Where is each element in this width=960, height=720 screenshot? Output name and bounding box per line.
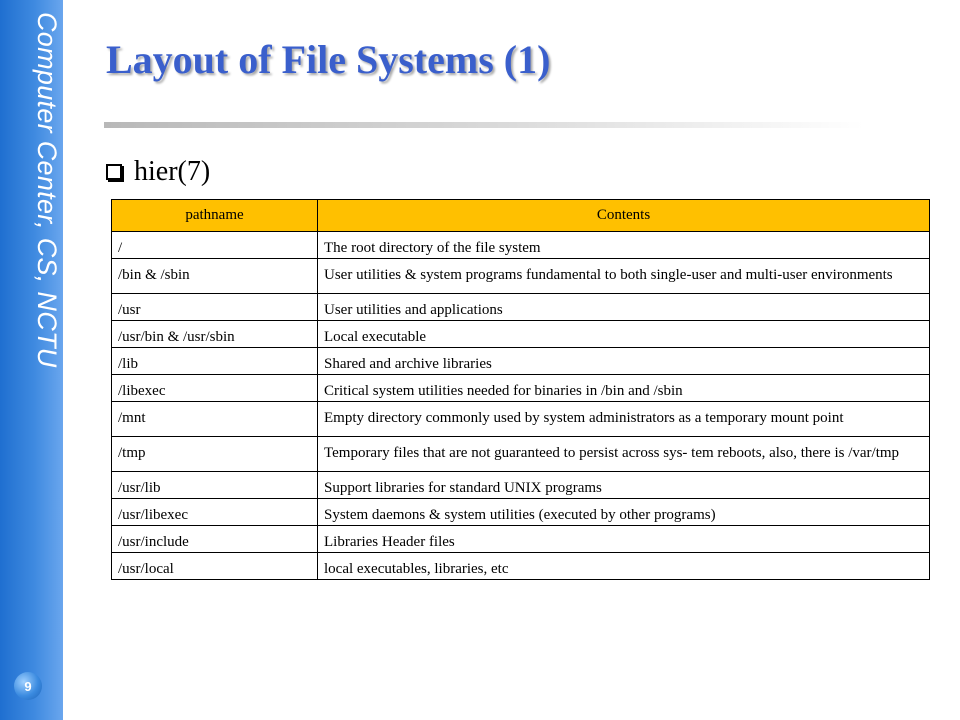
contents-cell: User utilities and applications	[318, 294, 930, 321]
table-row	[112, 294, 930, 321]
contents-cell: Support libraries for standard UNIX programs	[318, 472, 930, 499]
title-divider	[104, 122, 864, 128]
pathname-cell: /libexec	[112, 375, 318, 402]
page-number-badge: 9	[14, 672, 42, 700]
contents-cell: Critical system utilities needed for binaries in /bin and /sbin	[318, 375, 930, 402]
bullet-text: hier(7)	[134, 156, 211, 187]
pathname-cell: /lib	[112, 348, 318, 375]
header-contents: Contents	[318, 200, 930, 232]
table-row	[112, 472, 930, 499]
contents-cell: User utilities & system programs fundamental to both single-user and multi-user environments	[318, 259, 930, 294]
bullet-item	[106, 156, 210, 188]
header-pathname: pathname	[112, 200, 318, 232]
pathname-cell: /bin & /sbin	[112, 259, 318, 294]
table-row	[112, 499, 930, 526]
table-row	[112, 348, 930, 375]
contents-cell: local executables, libraries, etc	[318, 553, 930, 580]
table-row	[112, 375, 930, 402]
table-row	[112, 232, 930, 259]
pathname-cell: /usr/libexec	[112, 499, 318, 526]
sidebar-org-text: Computer Center, CS, NCTU	[32, 12, 62, 368]
slide-title: Layout of File Systems (1)	[106, 37, 551, 82]
pathname-cell: /mnt	[112, 402, 318, 437]
table-row	[112, 526, 930, 553]
pathname-cell: /usr/lib	[112, 472, 318, 499]
contents-cell: System daemons & system utilities (executed by other programs)	[318, 499, 930, 526]
square-bullet-icon	[106, 164, 122, 180]
contents-cell: Local executable	[318, 321, 930, 348]
table-row	[112, 321, 930, 348]
table-row	[112, 553, 930, 580]
pathname-cell: /usr	[112, 294, 318, 321]
pathname-cell: /usr/bin & /usr/sbin	[112, 321, 318, 348]
table-row	[112, 259, 930, 294]
contents-cell: Empty directory commonly used by system administrators as a temporary mount point	[318, 402, 930, 437]
pathname-cell: /usr/include	[112, 526, 318, 553]
pathname-cell: /usr/local	[112, 553, 318, 580]
table-header-row	[112, 200, 930, 232]
contents-cell: The root directory of the file system	[318, 232, 930, 259]
contents-cell: Temporary files that are not guaranteed to persist across sys- tem reboots, also, there is /var/tmp	[318, 437, 930, 472]
contents-cell: Libraries Header files	[318, 526, 930, 553]
pathname-cell: /tmp	[112, 437, 318, 472]
table-row	[112, 437, 930, 472]
pathname-cell: /	[112, 232, 318, 259]
table-row	[112, 402, 930, 437]
hier-table	[111, 199, 930, 580]
sidebar	[0, 0, 63, 720]
contents-cell: Shared and archive libraries	[318, 348, 930, 375]
